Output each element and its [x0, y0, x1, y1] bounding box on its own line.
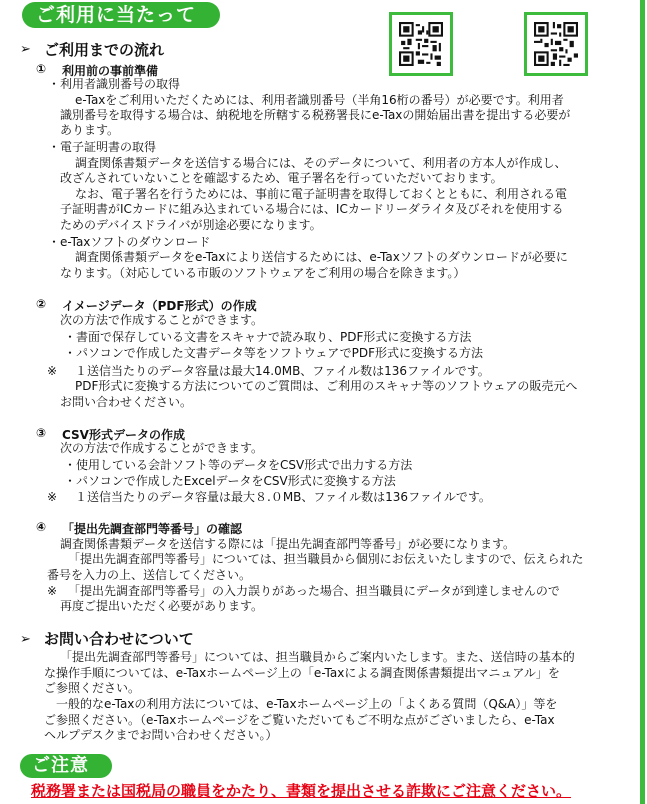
section-4-number: ④ — [36, 520, 47, 534]
text-line: ヘルプデスクまでお問い合わせください。） — [44, 728, 278, 742]
text-line: ・パソコンで作成したExcelデータをCSV形式に変換する方法 — [64, 474, 396, 488]
text-line: 調査関係書類データを送信する場合には、そのデータについて、利用者の方本人が作成し、 — [75, 156, 567, 170]
caution-title: ご注意 — [20, 754, 112, 778]
text-line: ・使用している会計ソフト等のデータをCSV形式で出力する方法 — [64, 458, 413, 472]
bullet-title: ・e-Taxソフトのダウンロード — [48, 235, 211, 249]
note-mark: ※ — [47, 584, 58, 598]
arrow-icon: ➢ — [20, 632, 31, 647]
flow-title: ご利用までの流れ — [44, 41, 165, 59]
text-line: 識別番号を取得する場合は、納税地を所轄する税務署長にe-Taxの開始届出書を提出する必要が — [60, 108, 571, 122]
inquiry-title: お問い合わせについて — [44, 630, 194, 648]
section-4-title: 「提出先調査部門等番号」の確認 — [62, 522, 243, 536]
qr-code-2[interactable] — [524, 12, 588, 76]
text-line: １送信当たりのデータ容量は最大14.0MB、ファイル数は136ファイルです。 — [75, 364, 490, 378]
text-line: ご参照ください。 — [44, 681, 141, 695]
bullet-title: ・電子証明書の取得 — [48, 140, 157, 154]
qr-code-icon — [399, 22, 443, 66]
text-line: 「提出先調査部門等番号」については、担当職員から個別にお伝えいたしますので、伝えられた — [68, 552, 584, 566]
caution-warning: 税務署または国税局の職員をかたり、書類を提出させる詐欺にご注意ください。 — [31, 782, 572, 800]
note-mark: ※ — [47, 490, 58, 504]
text-line: あります。 — [60, 123, 120, 137]
text-line: 調査関係書類データを送信する際には「提出先調査部門等番号」が必要になります。 — [60, 537, 516, 551]
section-1-number: ① — [36, 62, 47, 76]
note-mark: ※ — [47, 364, 58, 378]
text-line: 「提出先調査部門等番号」の入力誤りがあった場合、担当職員にデータが到達しませんので — [68, 584, 560, 598]
qr-code-icon — [534, 22, 578, 66]
text-line: PDF形式に変換する方法についてのご質問は、ご利用のスキャナ等のソフトウェアの販売元へ — [75, 379, 578, 393]
text-line: 改ざんされていないことを確認するため、電子署名を行っていただいております。 — [60, 171, 503, 185]
text-line: １送信当たりのデータ容量は最大８.０MB、ファイル数は136ファイルです。 — [75, 490, 491, 504]
text-line: なります。（対応している市販のソフトウェアをご利用の場合を除きます。） — [60, 266, 466, 280]
text-line: 一般的なe-Taxの利用方法については、e-Taxホームページ上の「よくある質問（Q&A）」等を — [56, 697, 558, 711]
text-line: ・書面で保存している文書をスキャナで読み取り、PDF形式に変換する方法 — [64, 330, 472, 344]
text-line: e-Taxをご利用いただくためには、利用者識別番号（半角16桁の番号）が必要です。利用者 — [75, 93, 564, 107]
text-line: ご参照ください。（e-Taxホームページをご覧いただいてもご不明な点がございましたら、e-Tax — [44, 713, 555, 727]
text-line: お問い合わせください。 — [60, 395, 193, 409]
text-line: ・パソコンで作成した文書データ等をソフトウェアでPDF形式に変換する方法 — [64, 346, 484, 360]
text-line: なお、電子署名を行うためには、事前に電子証明書を取得しておくとともに、利用される電 — [75, 187, 568, 201]
arrow-icon: ➢ — [20, 42, 31, 57]
section-2-number: ② — [36, 297, 47, 311]
text-line: 子証明書がICカードに組み込まれている場合には、ICカードリーダライタ及びそれを使用する — [60, 202, 564, 216]
text-line: 次の方法で作成することができます。 — [60, 313, 264, 327]
section-3-number: ③ — [36, 426, 47, 440]
section-1-title: 利用前の事前準備 — [62, 64, 159, 78]
text-line: 番号を入力の上、送信してください。 — [47, 568, 252, 582]
text-line: 次の方法で作成することができます。 — [60, 441, 264, 455]
section-2-title: イメージデータ（PDF形式）の作成 — [62, 299, 257, 313]
bullet-title: ・利用者識別番号の取得 — [48, 77, 181, 91]
header-title: ご利用に当たって — [22, 2, 220, 28]
section-3-title: CSV形式データの作成 — [62, 428, 185, 442]
text-line: 「提出先調査部門等番号」については、担当職員からご案内いたします。また、送信時の基本的 — [60, 650, 575, 664]
qr-code-1[interactable] — [389, 12, 453, 76]
text-line: 再度ご提出いただく必要があります。 — [60, 599, 264, 613]
text-line: な操作手順については、e-Taxホームページ上の「e-Taxによる調査関係書類提出マニュアル」を — [44, 666, 560, 680]
text-line: ためのデバイスドライバが別途必要になります。 — [60, 218, 322, 232]
text-line: 調査関係書類データをe-Taxにより送信するためには、e-Taxソフトのダウンロードが必要に — [75, 250, 568, 264]
